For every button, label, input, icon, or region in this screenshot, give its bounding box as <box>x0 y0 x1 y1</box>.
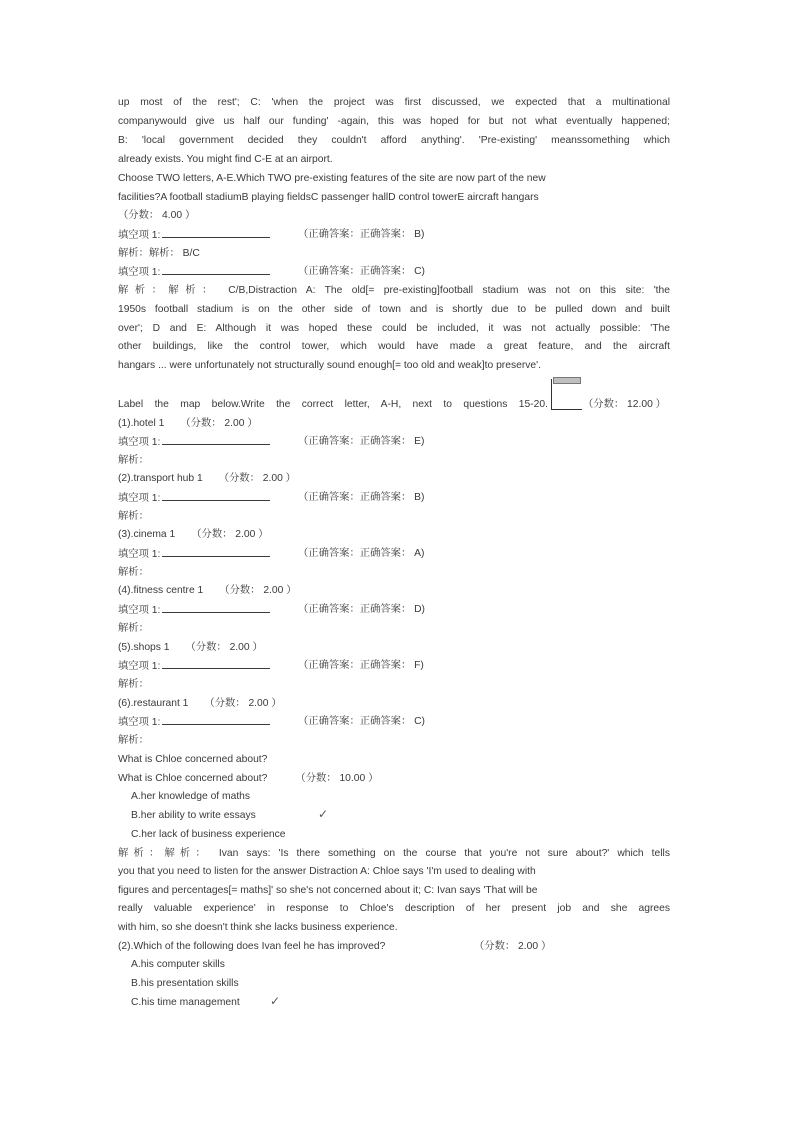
analysis: 解析： <box>118 511 149 522</box>
paragraph-line: up most of the rest'; C: 'when the project was first discussed, we expected that a multinational <box>118 97 670 108</box>
answer-blank[interactable] <box>162 228 270 238</box>
analysis: 解析： <box>118 735 149 746</box>
option-b[interactable]: B.her ability to write essays <box>131 810 256 821</box>
analysis: 解析： <box>118 679 149 690</box>
paragraph-line: companywould give us half our funding' -again, this was hoped for but not what eventually happened; <box>118 116 670 127</box>
fill-item <box>118 228 425 242</box>
option-c[interactable]: C.his time management <box>131 997 240 1008</box>
option-a[interactable]: A.her knowledge of maths <box>131 791 251 802</box>
analysis: 解析： <box>118 567 149 578</box>
map-item-label: (2).transport hub 1 （分数： 2.00 ） <box>118 473 296 484</box>
score: （分数： 4.00 ） <box>118 210 196 221</box>
map-item-label: (4).fitness centre 1 （分数： 2.00 ） <box>118 585 297 596</box>
answer-blank[interactable] <box>162 715 270 725</box>
question-text: Choose TWO letters, A-E.Which TWO pre-existing features of the site are now part of the new <box>118 173 546 184</box>
paragraph-line: B: 'local government decided they couldn't afford anything'. 'Pre-existing' meanssomething which <box>118 135 670 146</box>
answer-blank[interactable] <box>162 603 270 613</box>
checkmark-icon: ✓ <box>270 994 281 1008</box>
option-a[interactable]: A.his computer skills <box>131 959 225 970</box>
fill-item: 填空项 1: （正确答案：正确答案： C) <box>118 716 425 728</box>
correct-answer: （正确答案：正确答案： B) <box>298 229 425 240</box>
analysis: 解析： <box>118 623 149 634</box>
question-text: facilities?A football stadiumB playing fieldsC passenger hallD control towerE aircraft hangars <box>118 192 539 203</box>
map-score: （分数： 12.00 ） <box>583 399 666 410</box>
analysis-line: over'; D and E: Although it was hoped these could be included, it was not actually possible: 'The <box>118 323 670 334</box>
analysis: 解析： <box>118 455 149 466</box>
question-text: (2).Which of the following does Ivan feel he has improved? （分数： 2.00 ） <box>118 941 552 952</box>
map-item-label: (3).cinema 1 （分数： 2.00 ） <box>118 529 269 540</box>
analysis-line: 解析：解析： C/B,Distraction A: The old[= pre-existing]football stadium was not on this site: 'the <box>118 285 670 296</box>
analysis-line: 1950s football stadium is on the other side of town and is shortly due to be pulled down and built <box>118 304 670 315</box>
fill-label: 填空项 1: <box>118 230 161 241</box>
fill-label: 填空项 1: <box>118 267 161 278</box>
checkmark-icon: ✓ <box>318 807 329 821</box>
analysis-line: other buildings, like the control tower, which would have made a great feature, and the aircraft <box>118 341 670 352</box>
answer-blank[interactable] <box>162 547 270 557</box>
fill-item: 填空项 1: （正确答案：正确答案： E) <box>118 436 425 448</box>
map-item-label: (6).restaurant 1 （分数： 2.00 ） <box>118 698 282 709</box>
answer-blank[interactable] <box>162 265 270 275</box>
analysis-line: with him, so she doesn't think she lacks business experience. <box>118 922 398 933</box>
map-instruction: Label the map below.Write the correct letter, A-H, next to questions 15-20. <box>118 399 548 410</box>
fill-item: 填空项 1: （正确答案：正确答案： B) <box>118 492 425 504</box>
map-image-placeholder <box>551 379 582 410</box>
analysis: 解析：解析： B/C <box>118 248 200 259</box>
question-heading: What is Chloe concerned about? <box>118 754 268 765</box>
option-b[interactable]: B.his presentation skills <box>131 978 239 989</box>
paragraph-line: already exists. You might find C-E at an airport. <box>118 154 333 165</box>
fill-item: 填空项 1: （正确答案：正确答案： A) <box>118 548 425 560</box>
correct-answer: （正确答案：正确答案： C) <box>298 266 425 277</box>
analysis-line: really valuable experience' in response to Chloe's description of her present job and she agrees <box>118 903 670 914</box>
fill-item: 填空项 1: （正确答案：正确答案： F) <box>118 660 424 672</box>
answer-blank[interactable] <box>162 659 270 669</box>
analysis-line: figures and percentages[= maths]' so she's not concerned about it; C: Ivan says 'That will be <box>118 885 538 896</box>
analysis-line: you that you need to listen for the answer Distraction A: Chloe says 'I'm used to dealing with <box>118 866 536 877</box>
analysis-line: hangars ... were unfortunately not structurally sound enough[= too old and weak]to preserve'. <box>118 360 541 371</box>
option-c[interactable]: C.her lack of business experience <box>131 829 286 840</box>
analysis-line: 解析：解析： Ivan says: 'Is there something on the course that you're not sure about?' which tells <box>118 848 670 859</box>
fill-item: 填空项 1: （正确答案：正确答案： D) <box>118 604 425 616</box>
map-item-label: (5).shops 1 （分数： 2.00 ） <box>118 642 263 653</box>
fill-item <box>118 265 425 279</box>
question-text: What is Chloe concerned about? （分数： 10.00 ） <box>118 773 379 784</box>
answer-blank[interactable] <box>162 435 270 445</box>
answer-blank[interactable] <box>162 491 270 501</box>
map-item-label: (1).hotel 1 （分数： 2.00 ） <box>118 418 258 429</box>
